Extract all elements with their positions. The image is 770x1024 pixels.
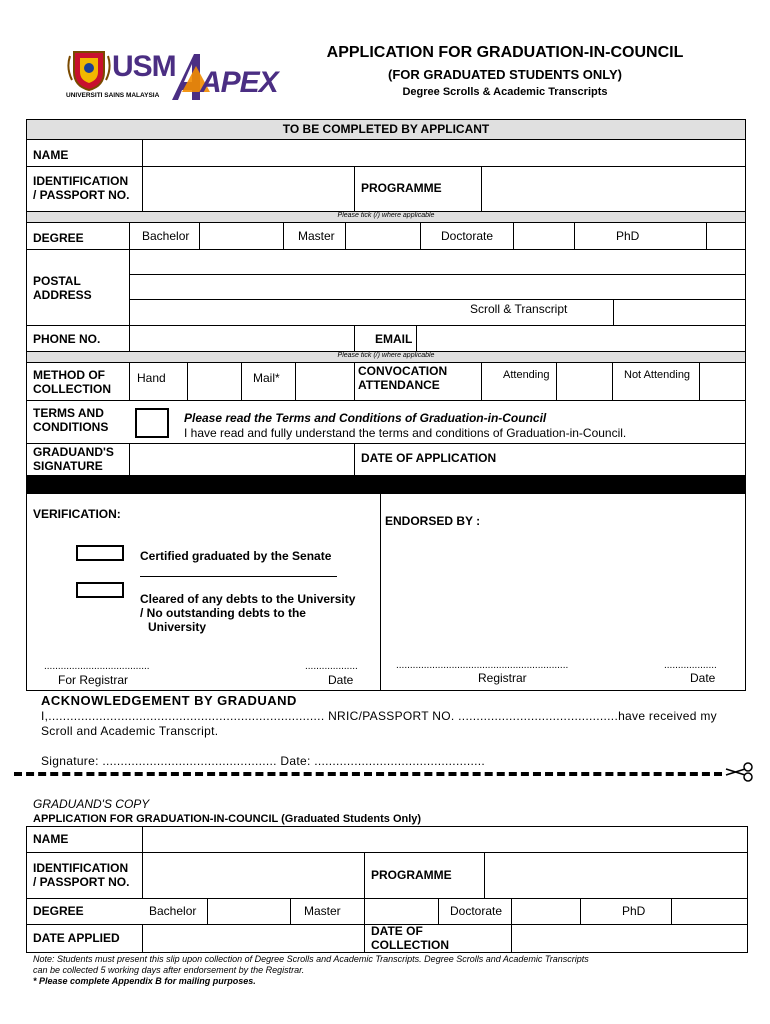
copy-degree-phd-checkbox[interactable] [672, 899, 747, 924]
degree-label: DEGREE [33, 231, 84, 245]
name-label: NAME [33, 148, 69, 162]
acknowledgement-signature-line: Signature: ................................................ Date: ............................................... [41, 754, 486, 768]
copy-degree-option-master: Master [304, 904, 341, 918]
degree-option-master: Master [298, 229, 335, 243]
acknowledgement-line-1: I,............................................................................ NRIC/PASSPORT NO. ............................................have received my [41, 709, 717, 723]
dots-date-left: ................... [305, 661, 358, 672]
copy-degree-master-checkbox[interactable] [365, 899, 438, 924]
acknowledgement-title: ACKNOWLEDGEMENT BY GRADUAND [41, 693, 297, 708]
degree-doctorate-checkbox[interactable] [514, 223, 574, 249]
form-title: APPLICATION FOR GRADUATION-IN-COUNCIL [326, 44, 684, 61]
debts-checkbox[interactable] [76, 582, 124, 598]
endorsed-label: ENDORSED BY : [385, 514, 481, 528]
copy-date-applied-field[interactable] [143, 925, 364, 953]
degree-option-doctorate: Doctorate [441, 229, 494, 243]
usm-crest-icon [66, 46, 112, 92]
copy-heading: GRADUAND'S COPY [33, 797, 150, 811]
signature-label [33, 445, 114, 473]
copy-degree-option-doctorate: Doctorate [450, 904, 503, 918]
postal-address-line-2[interactable] [130, 275, 745, 299]
terms-heading: Please read the Terms and Conditions of Graduation-in-Council [184, 411, 547, 425]
usm-logo-subtext: UNIVERSITI SAINS MALAYSIA [66, 92, 160, 99]
id-label-line1: IDENTIFICATION [33, 174, 129, 188]
usm-logo-text: USM [112, 50, 176, 83]
tick-note-2: Please tick (/) where applicable [337, 352, 435, 359]
debts-text-line3: University [148, 620, 207, 634]
copy-title: APPLICATION FOR GRADUATION-IN-COUNCIL (Graduated Students Only) [33, 813, 422, 825]
debts-text-line2: / No outstanding debts to the [140, 606, 306, 620]
terms-checkbox[interactable] [135, 408, 169, 438]
degree-option-phd: PhD [616, 229, 640, 243]
terms-label-line2: CONDITIONS [33, 420, 109, 434]
copy-date-applied-label: DATE APPLIED [33, 931, 120, 945]
debts-text [140, 592, 355, 634]
method-label-line2: COLLECTION [33, 382, 111, 396]
email-label: EMAIL [375, 332, 413, 346]
convocation-label [358, 364, 447, 392]
acknowledgement-line-2: Scroll and Academic Transcript. [41, 724, 219, 738]
terms-label [33, 406, 108, 434]
convocation-not-attending-checkbox[interactable] [700, 363, 745, 400]
method-label-line1: METHOD OF [33, 368, 105, 382]
copy-name-label: NAME [33, 832, 69, 846]
signature-label-line2: SIGNATURE [33, 459, 103, 473]
copy-id-label [33, 861, 129, 889]
date-right-label: Date [690, 671, 716, 685]
dots-date-right: ................... [664, 660, 717, 671]
copy-degree-label: DEGREE [33, 904, 84, 918]
degree-option-bachelor: Bachelor [142, 229, 190, 243]
degree-phd-checkbox[interactable] [707, 223, 745, 249]
copy-id-field[interactable] [143, 853, 364, 898]
postal-label [33, 274, 92, 302]
terms-label-line1: TERMS AND [33, 406, 104, 420]
id-label [33, 174, 129, 202]
dots-for-registrar: ...................................... [44, 661, 150, 672]
registrar-label: Registrar [478, 671, 527, 685]
signature-field[interactable] [130, 444, 354, 475]
convocation-label-line2: ATTENDANCE [358, 378, 440, 392]
phone-field[interactable] [130, 326, 354, 351]
divider-bar [26, 476, 746, 493]
postal-address-line-1[interactable] [130, 250, 745, 274]
debts-text-line1: Cleared of any debts to the University [140, 592, 356, 606]
apex-logo [170, 52, 282, 102]
copy-id-label-line2: / PASSPORT NO. [33, 875, 130, 889]
copy-programme-field[interactable] [485, 853, 747, 898]
copy-name-field[interactable] [143, 827, 747, 852]
copy-date-collection-field[interactable] [512, 925, 747, 953]
convocation-option-not-attending: Not Attending [624, 369, 691, 381]
phone-label: PHONE NO. [33, 332, 101, 346]
copy-degree-bachelor-checkbox[interactable] [208, 899, 290, 924]
form-subtitle-2: Degree Scrolls & Academic Transcripts [402, 86, 608, 98]
copy-note-1: Note: Students must present this slip upon collection of Degree Scrolls and Academic Transcripts. Degree Scrolls and Academic Transcripts [33, 954, 589, 964]
verification-label: VERIFICATION: [33, 507, 121, 521]
terms-text: I have read and fully understand the terms and conditions of Graduation-in-Council. [184, 426, 627, 440]
date-left-label: Date [328, 673, 354, 687]
degree-master-checkbox[interactable] [346, 223, 420, 249]
method-mail-checkbox[interactable] [296, 363, 354, 400]
postal-label-line2: ADDRESS [33, 288, 92, 302]
senate-checkbox[interactable] [76, 545, 124, 561]
copy-id-label-line1: IDENTIFICATION [33, 861, 129, 875]
copy-date-collection-line1: DATE OF [371, 924, 423, 938]
copy-note-3: * Please complete Appendix B for mailing purposes. [33, 976, 256, 986]
copy-note-2: can be collected 5 working days after endorsement by the Registrar. [33, 965, 305, 975]
method-option-hand: Hand [137, 371, 166, 385]
degree-bachelor-checkbox[interactable] [200, 223, 283, 249]
signature-label-line1: GRADUAND'S [33, 445, 114, 459]
copy-degree-option-bachelor: Bachelor [149, 904, 197, 918]
method-option-mail: Mail* [253, 371, 280, 385]
apex-logo-text: APEX [200, 66, 278, 99]
scissors-icon [724, 762, 754, 782]
copy-date-collection-line2: COLLECTION [371, 938, 449, 952]
programme-label: PROGRAMME [361, 181, 442, 195]
copy-programme-label: PROGRAMME [371, 868, 452, 882]
usm-logo [66, 46, 176, 102]
programme-field[interactable] [482, 167, 745, 211]
id-field[interactable] [143, 167, 354, 211]
copy-degree-doctorate-checkbox[interactable] [512, 899, 580, 924]
method-label [33, 368, 111, 396]
method-hand-checkbox[interactable] [188, 363, 241, 400]
form-subtitle: (FOR GRADUATED STUDENTS ONLY) [388, 67, 622, 82]
senate-text: Certified graduated by the Senate [140, 549, 332, 563]
convocation-option-attending: Attending [503, 369, 550, 381]
section-title: TO BE COMPLETED BY APPLICANT [282, 122, 490, 136]
date-application-label: DATE OF APPLICATION [361, 451, 497, 465]
tick-note-1: Please tick (/) where applicable [337, 212, 435, 219]
convocation-attending-checkbox[interactable] [557, 363, 612, 400]
name-field[interactable] [143, 140, 745, 166]
cut-line [14, 772, 722, 776]
for-registrar-label: For Registrar [58, 673, 129, 687]
convocation-label-line1: CONVOCATION [358, 364, 448, 378]
dots-registrar: .............................................................. [396, 660, 569, 671]
scroll-transcript-label: Scroll & Transcript [470, 302, 568, 316]
copy-date-collection-label [371, 924, 449, 952]
id-label-line2: / PASSPORT NO. [33, 188, 130, 202]
copy-degree-option-phd: PhD [622, 904, 646, 918]
email-field[interactable] [417, 326, 745, 351]
postal-label-line1: POSTAL [33, 274, 81, 288]
